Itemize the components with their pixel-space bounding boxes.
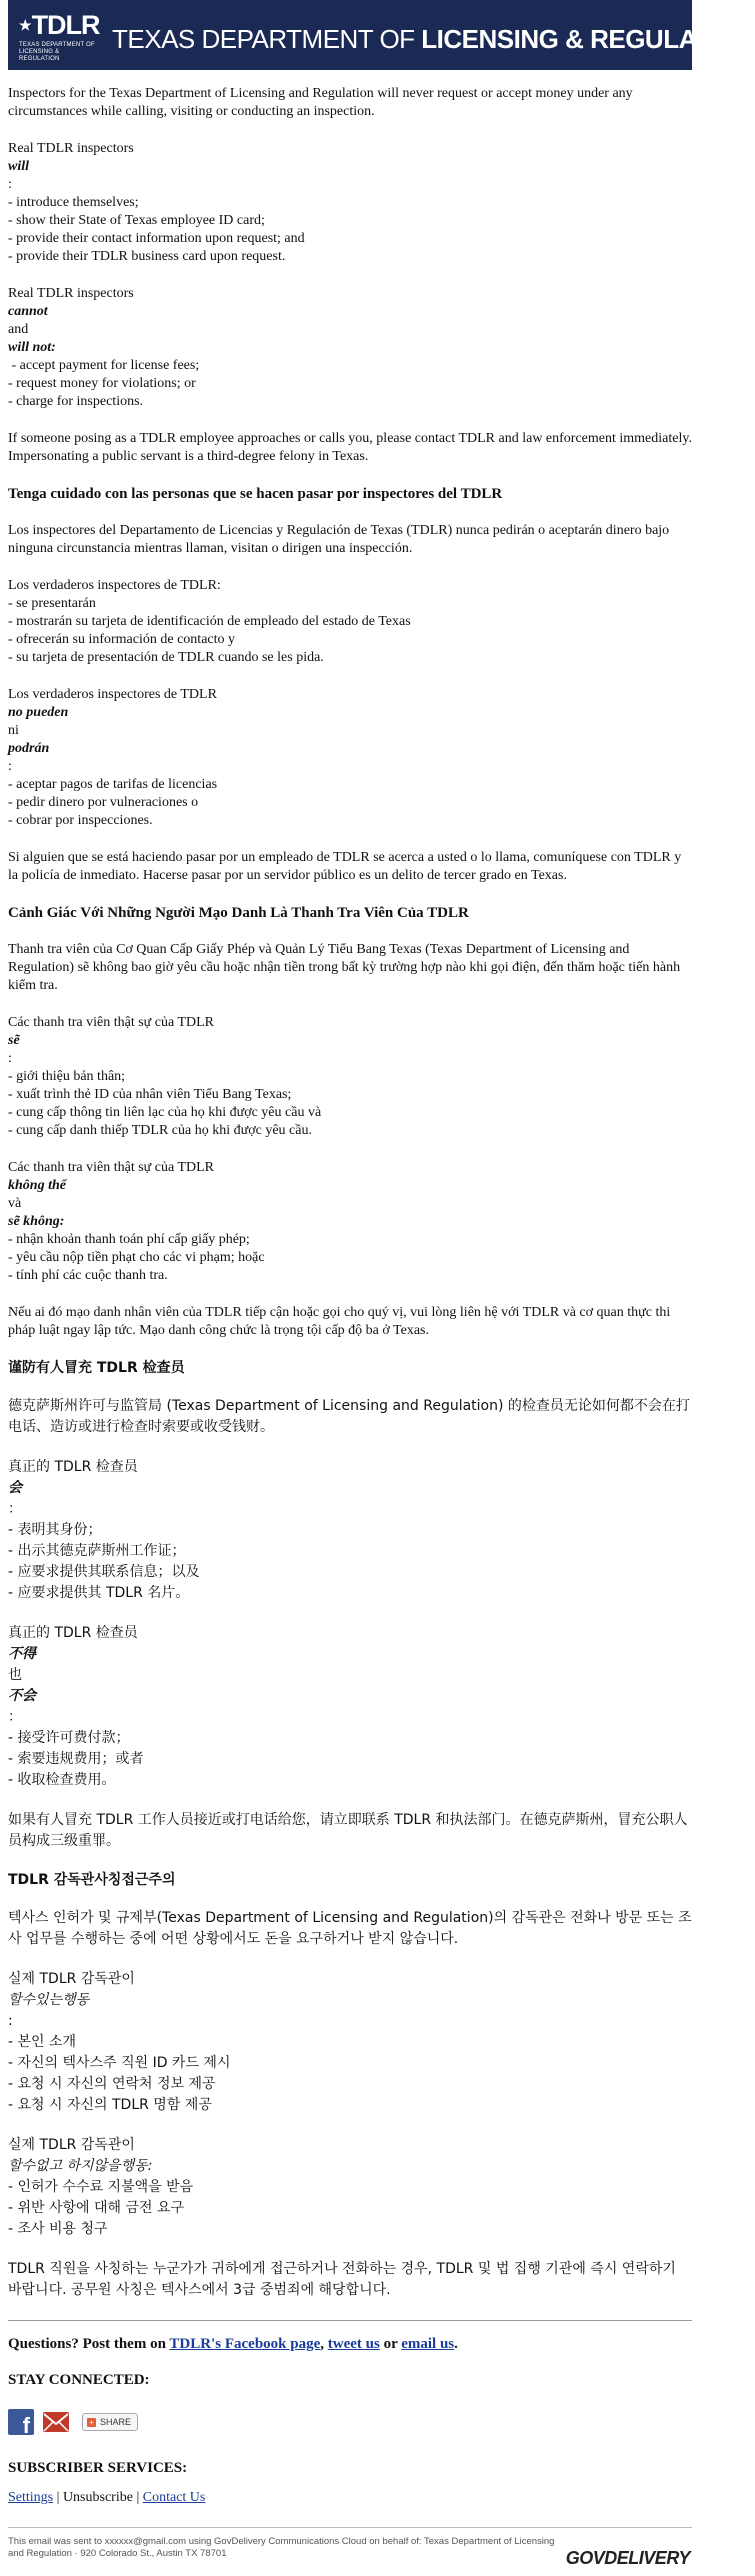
english-wont-label: Real TDLR inspectors cannot and will not:: [8, 286, 134, 355]
korean-closing: TDLR 직원을 사칭하는 누군가가 귀하에게 접근하거나 전화하는 경우, TDLR 및 법 집행 기관에 즉시 연락하기 바랍니다. 공무원 사칭은 텍사스에서 3급 중범죄에 해당합니다.: [8, 2261, 676, 2298]
list-item: - 表明其身份；: [8, 1522, 102, 1538]
tweet-us-link[interactable]: tweet us: [327, 2336, 380, 2352]
korean-will-list: [8, 1969, 692, 2116]
disclaimer-text: This email was sent to xxxxxx@gmail.com using GovDelivery Communications Cloud on behalf of: Texas Department of Licensing and Regulation · 920 Colorado St., Austin TX 78701: [8, 2536, 555, 2559]
chinese-closing: 如果有人冒充 TDLR 工作人员接近或打电话给您，请立即联系 TDLR 和执法部门。在德克萨斯州，冒充公职人员构成三级重罪。: [8, 1812, 688, 1849]
chinese-will-label: 真正的 TDLR 检查员 会 ：: [8, 1459, 138, 1517]
share-label: SHARE: [100, 2417, 132, 2427]
spanish-section: [8, 485, 692, 885]
email-disclaimer-area: [0, 2536, 700, 2576]
korean-wont-list: [8, 2135, 692, 2240]
english-section: [8, 85, 692, 466]
spanish-heading: Tenga cuidado con las personas que se hacen pasar por inspectores del TDLR: [8, 486, 503, 502]
list-item: - pedir dinero por vulneraciones o: [8, 795, 199, 810]
spanish-will-label: Los verdaderos inspectores de TDLR:: [8, 578, 221, 593]
spanish-wont-list: [8, 686, 692, 830]
list-item: - tính phí các cuộc thanh tra.: [8, 1268, 168, 1283]
settings-link[interactable]: Settings: [8, 2490, 54, 2505]
korean-intro: 텍사스 인허가 및 규제부(Texas Department of Licensing and Regulation)의 감독관은 전화나 방문 또는 조사 업무를 수행하는 중에 어떤 상황에서도 돈을 요구하거나 받지 않습니다.: [8, 1910, 692, 1947]
list-item: - xuất trình thẻ ID của nhân viên Tiểu Bang Texas;: [8, 1087, 292, 1102]
list-item: - 索要违规费用；或者: [8, 1751, 144, 1767]
vietnamese-wont-label: Các thanh tra viên thật sự của TDLR không thể và sẽ không:: [8, 1160, 214, 1229]
email-body: [0, 70, 700, 2301]
list-item: - 본인 소개: [8, 2034, 77, 2050]
spanish-closing: Si alguien que se está haciendo pasar por un empleado de TDLR se acerca a usted o lo llama, comuníquese con TDLR y la policía de inmediato. Hacerse pasar por un servidor público es un delito de tercer grado en Texas.: [8, 850, 682, 883]
vietnamese-heading: Cảnh Giác Với Những Người Mạo Danh Là Thanh Tra Viên Của TDLR: [8, 905, 469, 921]
list-item: - cobrar por inspecciones.: [8, 813, 153, 828]
header-title-bold: LICENSING & REGULATION: [421, 24, 755, 54]
english-wont-list: [8, 285, 692, 411]
list-item: - 요청 시 자신의 연락처 정보 제공: [8, 2076, 216, 2092]
subscriber-links: Settings | Unsubscribe | Contact Us: [8, 2490, 206, 2505]
list-item: - su tarjeta de presentación de TDLR cuando se les pida.: [8, 650, 324, 665]
vietnamese-wont-list: [8, 1159, 692, 1285]
footer-divider: [8, 2320, 692, 2321]
english-will-label: Real TDLR inspectors will :: [8, 141, 134, 192]
list-item: - giới thiệu bản thân;: [8, 1069, 126, 1084]
vietnamese-section: [8, 904, 692, 1340]
social-links: [8, 2409, 692, 2438]
list-item: - ofrecerán su información de contacto y: [8, 632, 236, 647]
header-title: [112, 24, 755, 55]
vietnamese-will-label: Các thanh tra viên thật sự của TDLR sẽ :: [8, 1015, 214, 1066]
vietnamese-intro: Thanh tra viên của Cơ Quan Cấp Giấy Phép và Quản Lý Tiểu Bang Texas (Texas Department of Licensing and Regulation) sẽ không bao giờ yêu cầu hoặc nhận tiền trong bất kỳ trường hợp nào khi gọi điện, đến thăm hoặc tiến hành kiểm tra.: [8, 942, 681, 993]
list-item: - se presentarán: [8, 596, 96, 611]
logo-text: TDLR: [31, 10, 100, 40]
list-item: - cung cấp thông tin liên lạc của họ khi được yêu cầu và: [8, 1105, 322, 1120]
unsubscribe-text[interactable]: Unsubscribe: [62, 2490, 133, 2505]
facebook-icon[interactable]: f: [8, 2409, 34, 2435]
korean-section: [8, 1871, 692, 2301]
email-icon[interactable]: [42, 2409, 70, 2435]
english-will-list: [8, 140, 692, 266]
logo-subtitle: TEXAS DEPARTMENT OF LICENSING & REGULATION: [19, 42, 95, 62]
list-item: - 인허가 수수료 지불액을 받음: [8, 2179, 194, 2195]
chinese-will-list: [8, 1457, 692, 1604]
star-icon: ★: [19, 17, 31, 33]
korean-wont-label: 실제 TDLR 감독관이 할수없고 하지않을행동:: [8, 2137, 153, 2174]
list-item: - accept payment for license fees;: [8, 358, 200, 373]
list-item: - cung cấp danh thiếp TDLR của họ khi được yêu cầu.: [8, 1123, 312, 1138]
english-intro: Inspectors for the Texas Department of Licensing and Regulation will never request or accept money under any circumstances while calling, visiting or conducting an inspection.: [8, 86, 633, 119]
list-item: - 요청 시 자신의 TDLR 명함 제공: [8, 2097, 212, 2113]
list-item: - provide their TDLR business card upon request.: [8, 249, 286, 264]
list-item: - yêu cầu nộp tiền phạt cho các vi phạm; hoặc: [8, 1250, 265, 1265]
list-item: - 应要求提供其联系信息；以及: [8, 1564, 200, 1580]
list-item: - 조사 비용 청구: [8, 2221, 108, 2237]
chinese-intro: 德克萨斯州许可与监管局 (Texas Department of Licensing and Regulation) 的检查员无论如何都不会在打电话、造访或进行检查时索要或收受钱财。: [8, 1398, 690, 1435]
list-item: - nhận khoản thanh toán phí cấp giấy phép;: [8, 1232, 250, 1247]
list-item: - 接受许可费付款；: [8, 1730, 130, 1746]
english-closing: If someone posing as a TDLR employee approaches or calls you, please contact TDLR and law enforcement immediately. Impersonating a public servant is a third-degree felony in Texas.: [8, 431, 692, 464]
korean-heading: TDLR 감독관사칭접근주의: [8, 1872, 176, 1888]
korean-will-label: 실제 TDLR 감독관이 할수있는행동 :: [8, 1971, 135, 2029]
subscriber-services-heading: SUBSCRIBER SERVICES:: [8, 2460, 188, 2476]
list-item: - aceptar pagos de tarifas de licencias: [8, 777, 218, 792]
chinese-heading: 谨防有人冒充 TDLR 检查员: [8, 1360, 185, 1376]
spanish-intro: Los inspectores del Departamento de Licencias y Regulación de Texas (TDLR) nunca pedirán o aceptarán dinero bajo ninguna circunstancia mientras llaman, visitan o dirigen una inspección.: [8, 523, 670, 556]
list-item: - 收取检查费用。: [8, 1772, 116, 1788]
chinese-section: [8, 1359, 692, 1852]
list-item: - mostrarán su tarjeta de identificación de empleado del estado de Texas: [8, 614, 411, 629]
list-item: - provide their contact information upon request; and: [8, 231, 305, 246]
email-footer: [0, 2335, 700, 2507]
vietnamese-will-list: [8, 1014, 692, 1140]
share-button[interactable]: [82, 2413, 138, 2431]
email-header-banner: [8, 0, 755, 70]
bottom-divider: [8, 2527, 692, 2528]
spanish-wont-label: Los verdaderos inspectores de TDLR no pueden ni podrán :: [8, 687, 217, 774]
list-item: - 자신의 텍사스주 직원 ID 카드 제시: [8, 2055, 231, 2071]
list-item: - introduce themselves;: [8, 195, 139, 210]
list-item: - request money for violations; or: [8, 376, 196, 391]
tdlr-logo: [19, 12, 99, 62]
list-item: - 应要求提供其 TDLR 名片。: [8, 1585, 190, 1601]
list-item: - 위반 사항에 대해 금전 요구: [8, 2200, 185, 2216]
facebook-page-link[interactable]: TDLR's Facebook page: [169, 2336, 321, 2352]
list-item: - 出示其德克萨斯州工作证；: [8, 1543, 186, 1559]
list-item: - charge for inspections.: [8, 394, 144, 409]
email-us-link[interactable]: email us: [401, 2336, 455, 2352]
questions-line: Questions? Post them on TDLR's Facebook page, tweet us or email us.: [8, 2336, 458, 2352]
chinese-wont-label: 真正的 TDLR 检查员 不得 也 不会 ：: [8, 1625, 138, 1725]
spanish-will-list: [8, 577, 692, 667]
govdelivery-logo[interactable]: GOVDELIVERY: [565, 2548, 690, 2568]
contact-us-link[interactable]: Contact Us: [142, 2490, 206, 2505]
vietnamese-closing: Nếu ai đó mạo danh nhân viên của TDLR tiếp cận hoặc gọi cho quý vị, vui lòng liên hệ với TDLR và cơ quan thực thi pháp luật ngay lập tức. Mạo danh công chức là trọng tội cấp độ ba ở Texas.: [8, 1305, 671, 1338]
chinese-wont-list: [8, 1623, 692, 1791]
share-icon: +: [87, 2418, 96, 2427]
list-item: - show their State of Texas employee ID card;: [8, 213, 265, 228]
header-title-plain: TEXAS DEPARTMENT OF: [112, 24, 422, 54]
stay-connected-heading: STAY CONNECTED:: [8, 2372, 150, 2388]
